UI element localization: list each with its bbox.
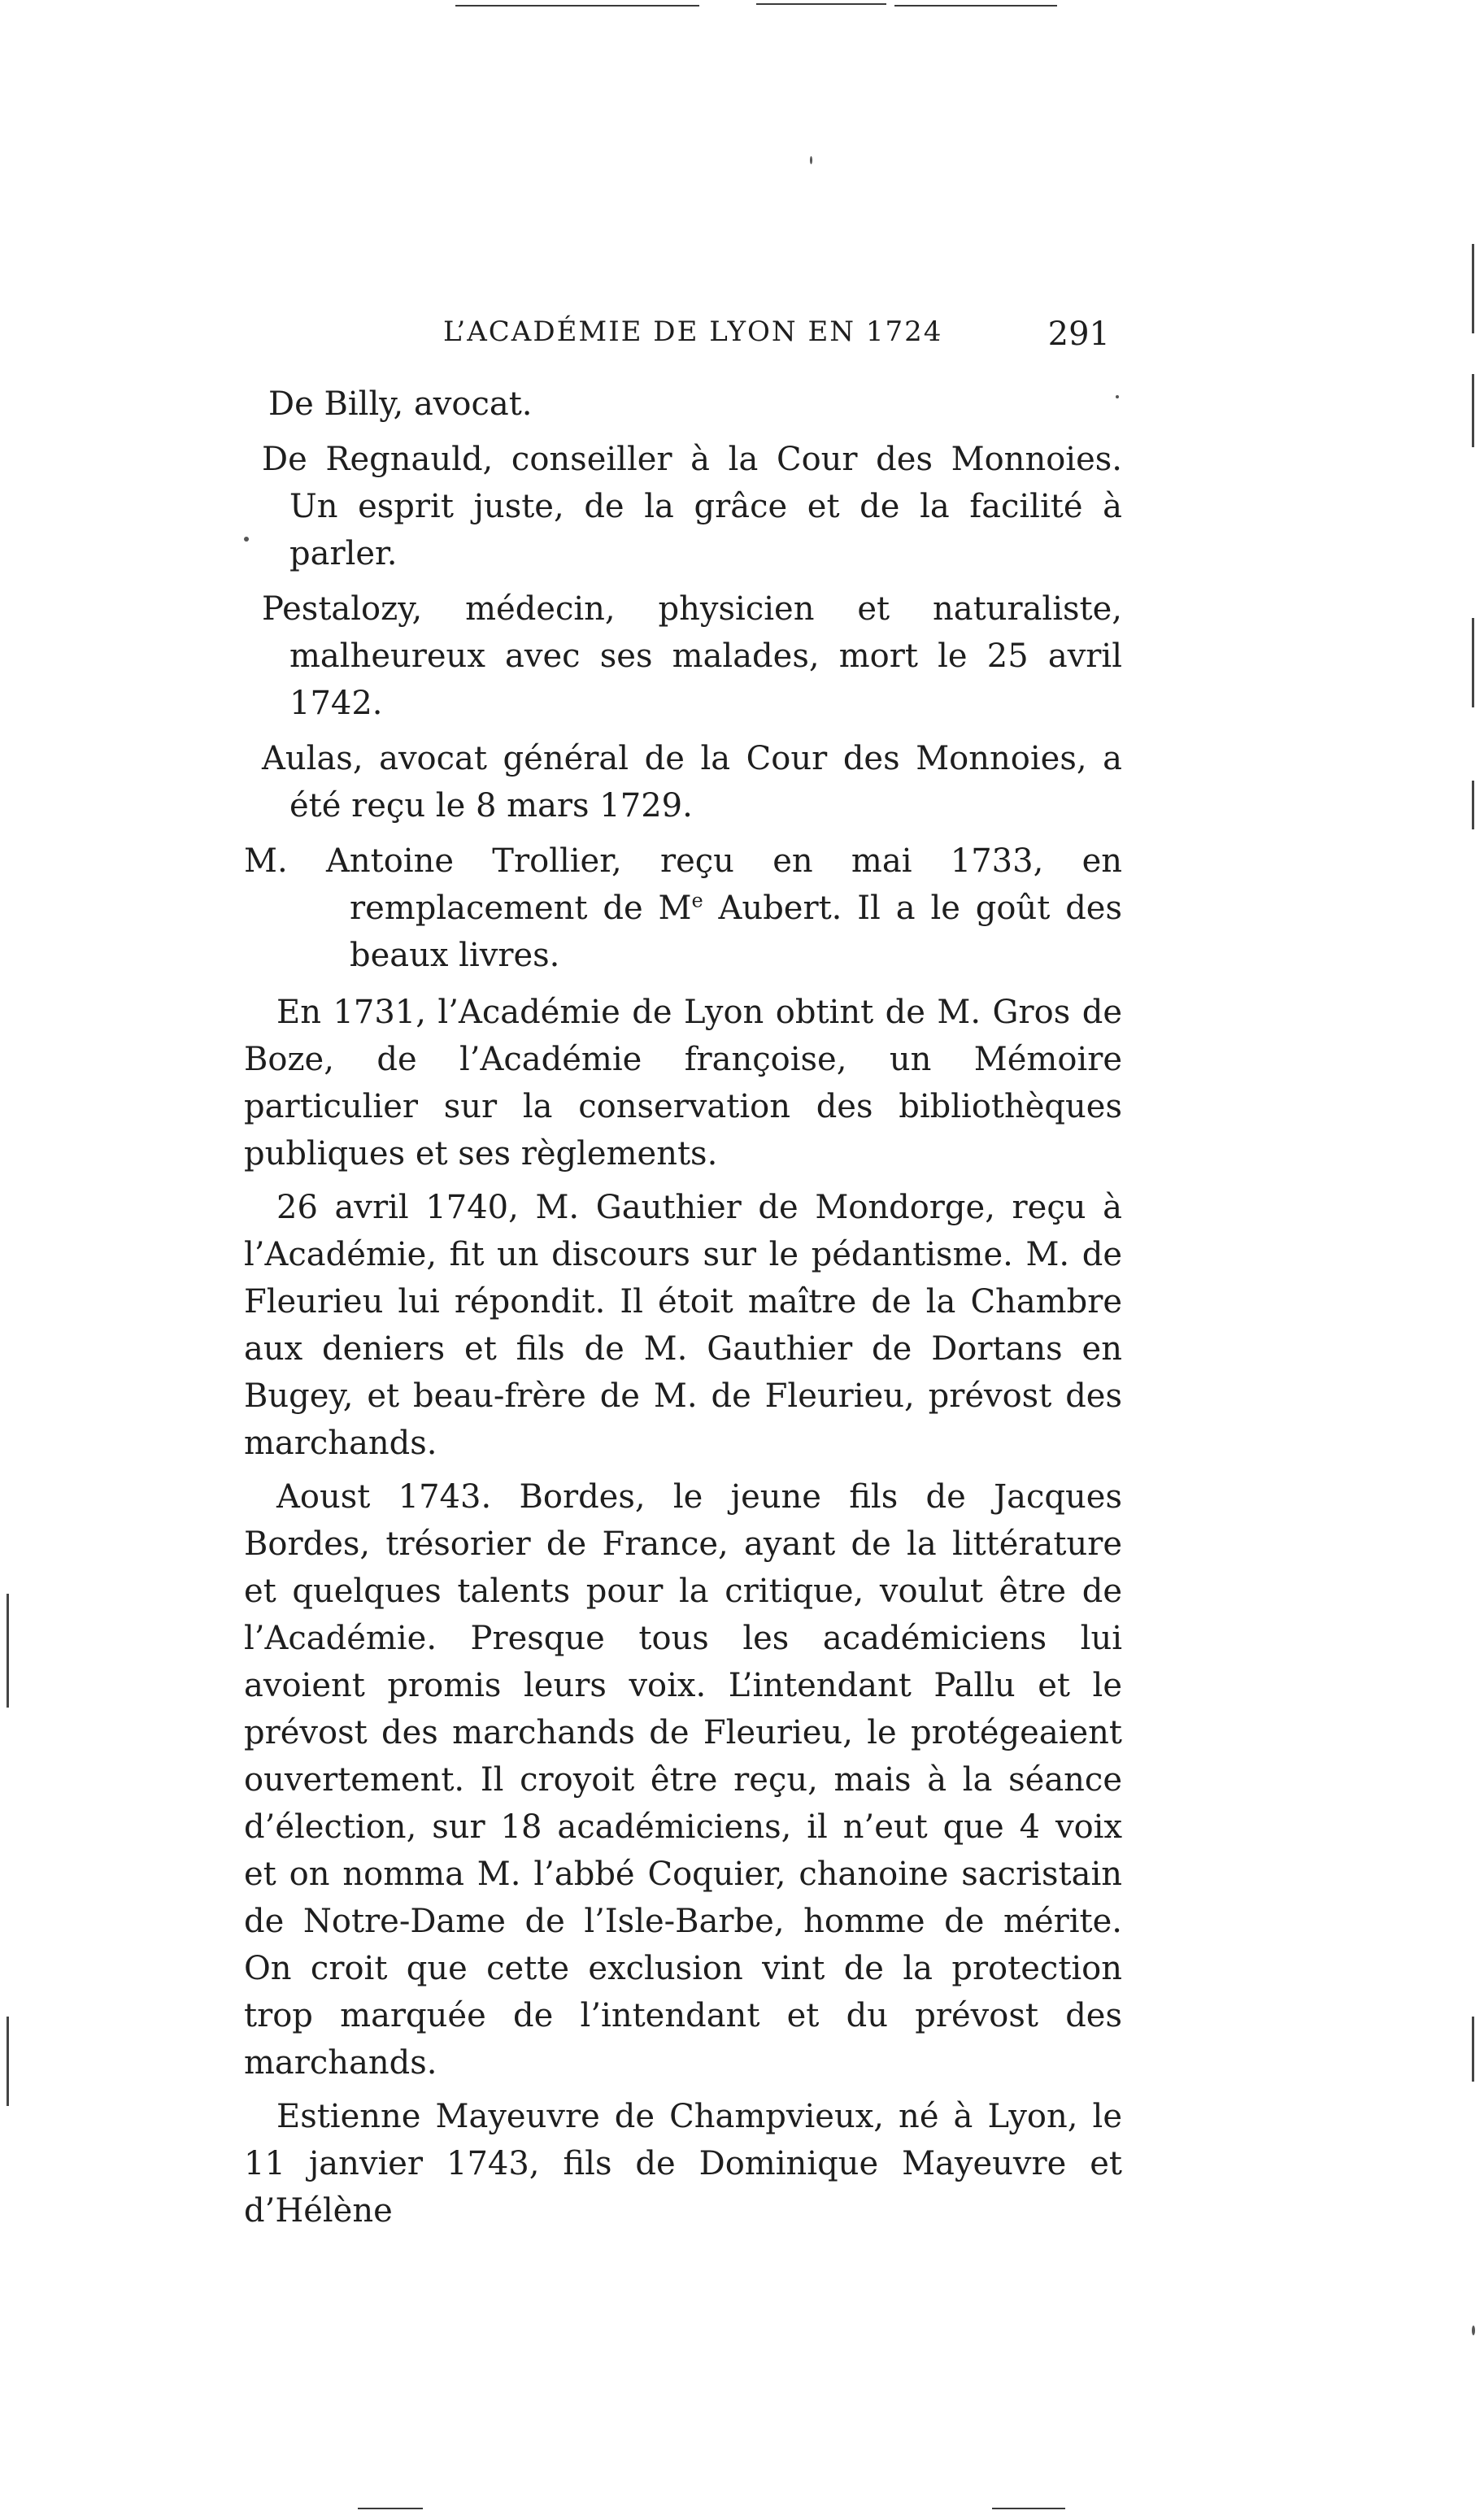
ink-speck xyxy=(810,156,812,164)
right-margin-mark-5 xyxy=(1472,2017,1474,2082)
member-text: Antoine Trollier, reçu en mai 1733, en remplacement de M xyxy=(325,842,1122,927)
member-prefix: M. xyxy=(244,842,288,880)
paragraph-gauthier-de-mondorge: 26 avril 1740, M. Gauthier de Mondorge, reçu à l’Académie, fit un discours sur le pédantisme. M. de Fleurieu lui répondit. Il étoit maître de la Chambre aux deniers et fils de M. Gauthier de Dortans en Bugey, et beau-frère de M. de Fleurieu, prévost des marchands. xyxy=(244,1189,1122,1462)
ink-speck-lower xyxy=(1472,2326,1475,2335)
paragraph-bordes: Aoust 1743. Bordes, le jeune fils de Jacques Bordes, trésorier de France, ayant de la littérature et quelques talents pour la critique, voulut être de l’Académie. Presque tous les académiciens lui avoient promis leurs voix. L’intendant Pallu et le prévost des marchands de Fleurieu, le protégeaient ouvertement. Il croyoit être reçu, mais à la séance d’élection, sur 18 académiciens, il n’eut que 4 voix et on nomma M. l’abbé Coquier, chanoine sacristain de Notre-Dame de l’Isle-Barbe, homme de mérite. On croit que cette exclusion vint de la protection trop marquée de l’intendant et du prévost des marchands. xyxy=(244,1478,1122,2082)
paragraph-mayeuvre: Estienne Mayeuvre de Champvieux, né à Lyon, le 11 janvier 1743, fils de Dominique Mayeuvre et d’Hélène xyxy=(244,2098,1122,2230)
left-margin-mark-lower xyxy=(7,2017,9,2106)
bottom-scan-rule-right xyxy=(992,2508,1065,2509)
member-superscript: e xyxy=(691,889,703,912)
bottom-scan-rule xyxy=(358,2508,423,2509)
paragraph-gros-de-boze: En 1731, l’Académie de Lyon obtint de M. Gros de Boze, de l’Académie françoise, un Mémoire particulier sur la conservation des bibliothèques publiques et ses règlements. xyxy=(244,994,1122,1173)
page-number: 291 xyxy=(1047,315,1110,353)
top-scan-rule-far-right xyxy=(894,5,1057,7)
left-margin-mark xyxy=(7,1594,9,1708)
entry-de-regnauld: De Regnauld, conseiller à la Cour des Monnoies. Un esprit juste, de la grâce et de la facilité à parler. xyxy=(262,441,1122,572)
top-scan-rule-right xyxy=(756,3,886,5)
body-text xyxy=(244,381,1122,2241)
running-title: L’ACADÉMIE DE LYON EN 1724 xyxy=(443,315,943,348)
right-margin-mark-3 xyxy=(1472,618,1474,707)
member-text-end: Aubert. Il a le goût des beaux livres. xyxy=(350,890,1122,974)
entry-de-billy: De Billy, avocat. xyxy=(268,385,533,423)
top-scan-rule xyxy=(455,5,699,7)
right-margin-mark-2 xyxy=(1472,374,1474,447)
entry-trollier xyxy=(244,838,1122,979)
running-head xyxy=(443,315,1110,364)
right-margin-mark xyxy=(1472,244,1474,333)
entry-aulas: Aulas, avocat général de la Cour des Monnoies, a été reçu le 8 mars 1729. xyxy=(262,740,1122,825)
entry-pestalozy: Pestalozy, médecin, physicien et naturaliste, malheureux avec ses malades, mort le 25 avril 1742. xyxy=(262,590,1122,722)
right-margin-mark-4 xyxy=(1472,781,1474,829)
